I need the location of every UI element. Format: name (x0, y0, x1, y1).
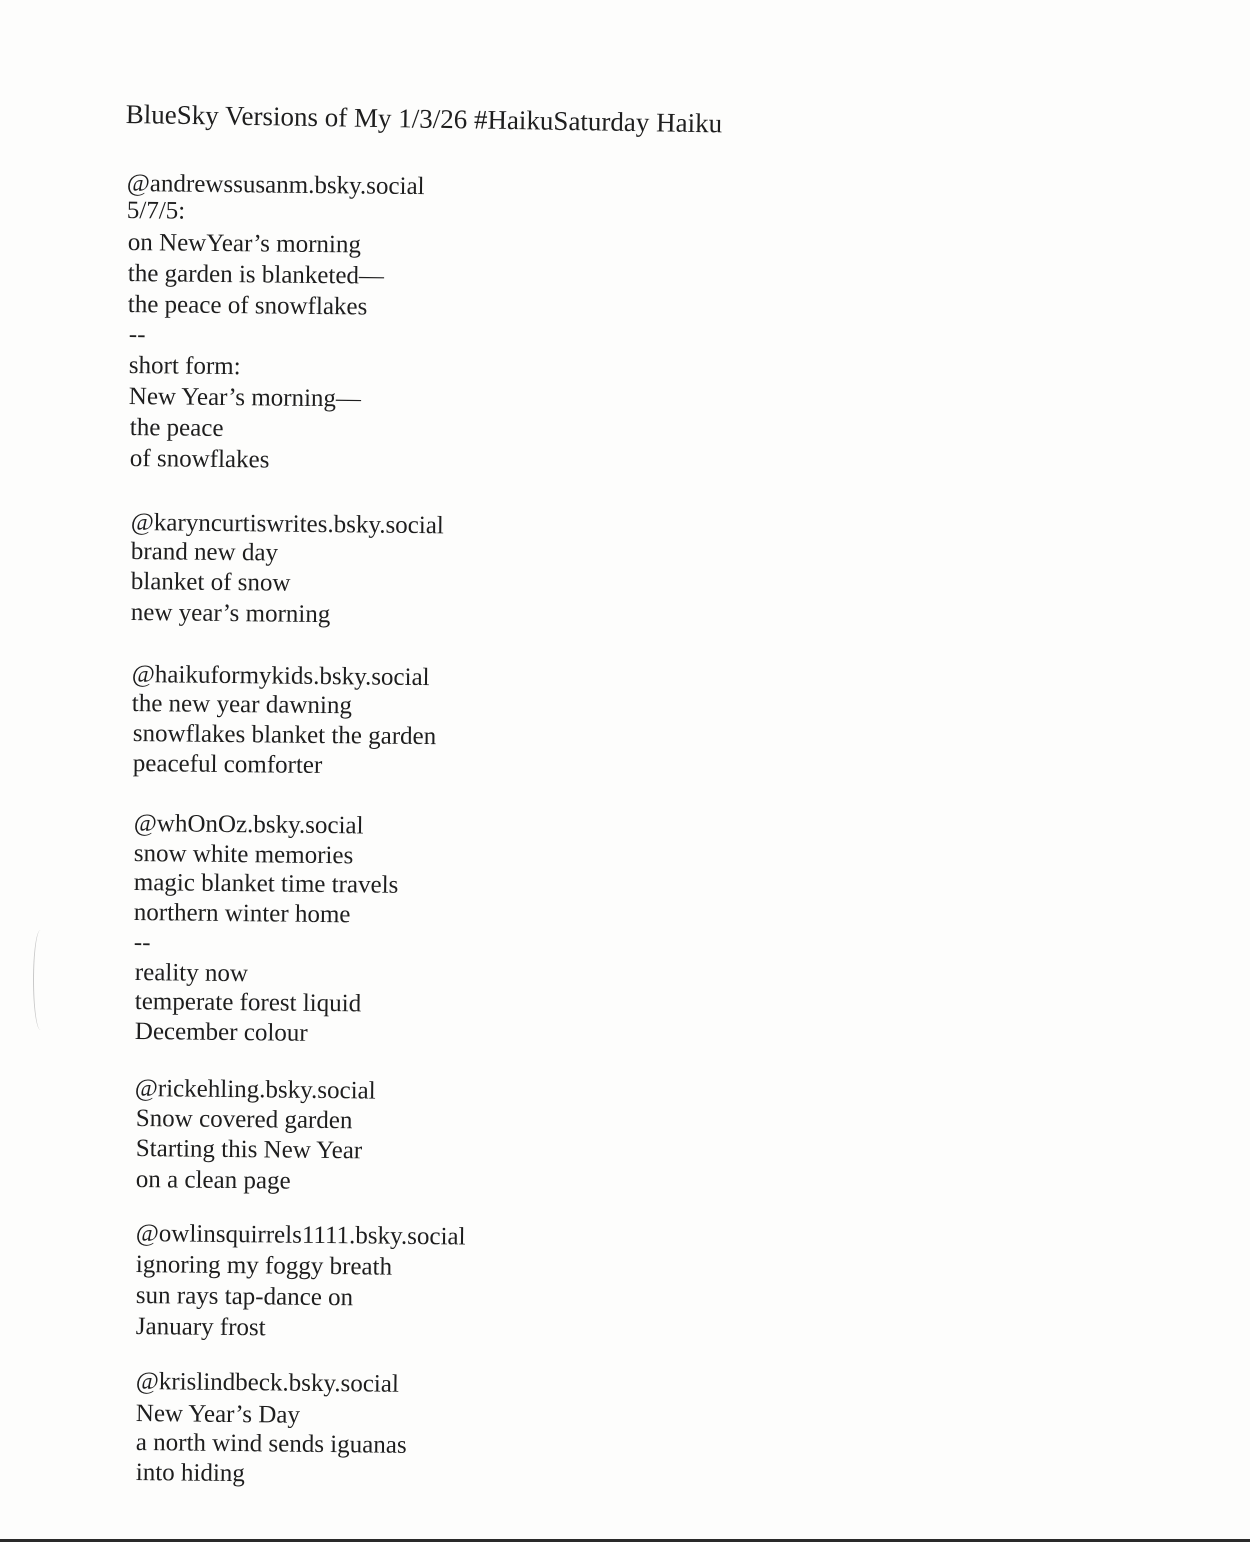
haiku-line: into hiding (135, 1459, 246, 1488)
haiku-line: a north wind sends iguanas (135, 1429, 407, 1459)
haiku-line: 5/7/5: (126, 196, 186, 225)
scan-artifact (33, 930, 48, 1030)
author-handle-4: @whOnOz.bsky.social (133, 809, 364, 840)
haiku-line: Snow covered garden (135, 1105, 353, 1135)
haiku-line: snowflakes blanket the garden (132, 719, 437, 751)
haiku-line: on a clean page (135, 1166, 291, 1195)
haiku-line: sun rays tap-dance on (135, 1282, 354, 1312)
page-title: BlueSky Versions of My 1/3/26 #HaikuSaturday Haiku (125, 98, 723, 139)
haiku-line: December colour (134, 1017, 308, 1047)
author-handle-5: @rickehling.bsky.social (134, 1075, 376, 1105)
author-handle-2: @karyncurtiswrites.bsky.social (130, 508, 444, 540)
separator-dashes: -- (128, 320, 146, 349)
haiku-line: northern winter home (133, 898, 351, 929)
author-handle-1: @andrewssusanm.bsky.social (126, 169, 425, 201)
separator-dashes: -- (133, 928, 151, 957)
haiku-line: New Year’s Day (135, 1400, 301, 1429)
haiku-line: the peace of snowflakes (127, 290, 368, 321)
author-handle-6: @owlinsquirrels1111.bsky.social (135, 1220, 466, 1251)
haiku-line: the new year dawning (131, 689, 353, 720)
haiku-line: short form: (128, 351, 241, 381)
haiku-line: peaceful comforter (132, 749, 323, 779)
author-handle-7: @krislindbeck.bsky.social (135, 1368, 400, 1398)
haiku-line: temperate forest liquid (134, 987, 362, 1018)
author-handle-3: @haikuformykids.bsky.social (131, 660, 430, 692)
haiku-line: snow white memories (133, 839, 354, 870)
haiku-line: Starting this New Year (135, 1135, 363, 1165)
haiku-line: reality now (134, 958, 249, 988)
haiku-line: January frost (135, 1313, 266, 1342)
haiku-line: New Year’s morning— (128, 382, 362, 413)
haiku-line: on NewYear’s morning (127, 228, 362, 259)
haiku-line: new year’s morning (130, 598, 331, 629)
haiku-line: ignoring my foggy breath (135, 1251, 393, 1281)
haiku-line: brand new day (130, 537, 279, 567)
haiku-line: the peace (129, 413, 224, 442)
haiku-line: of snowflakes (129, 444, 270, 474)
haiku-line: blanket of snow (130, 567, 291, 597)
haiku-line: magic blanket time travels (133, 868, 399, 899)
haiku-line: the garden is blanketed— (127, 259, 385, 290)
